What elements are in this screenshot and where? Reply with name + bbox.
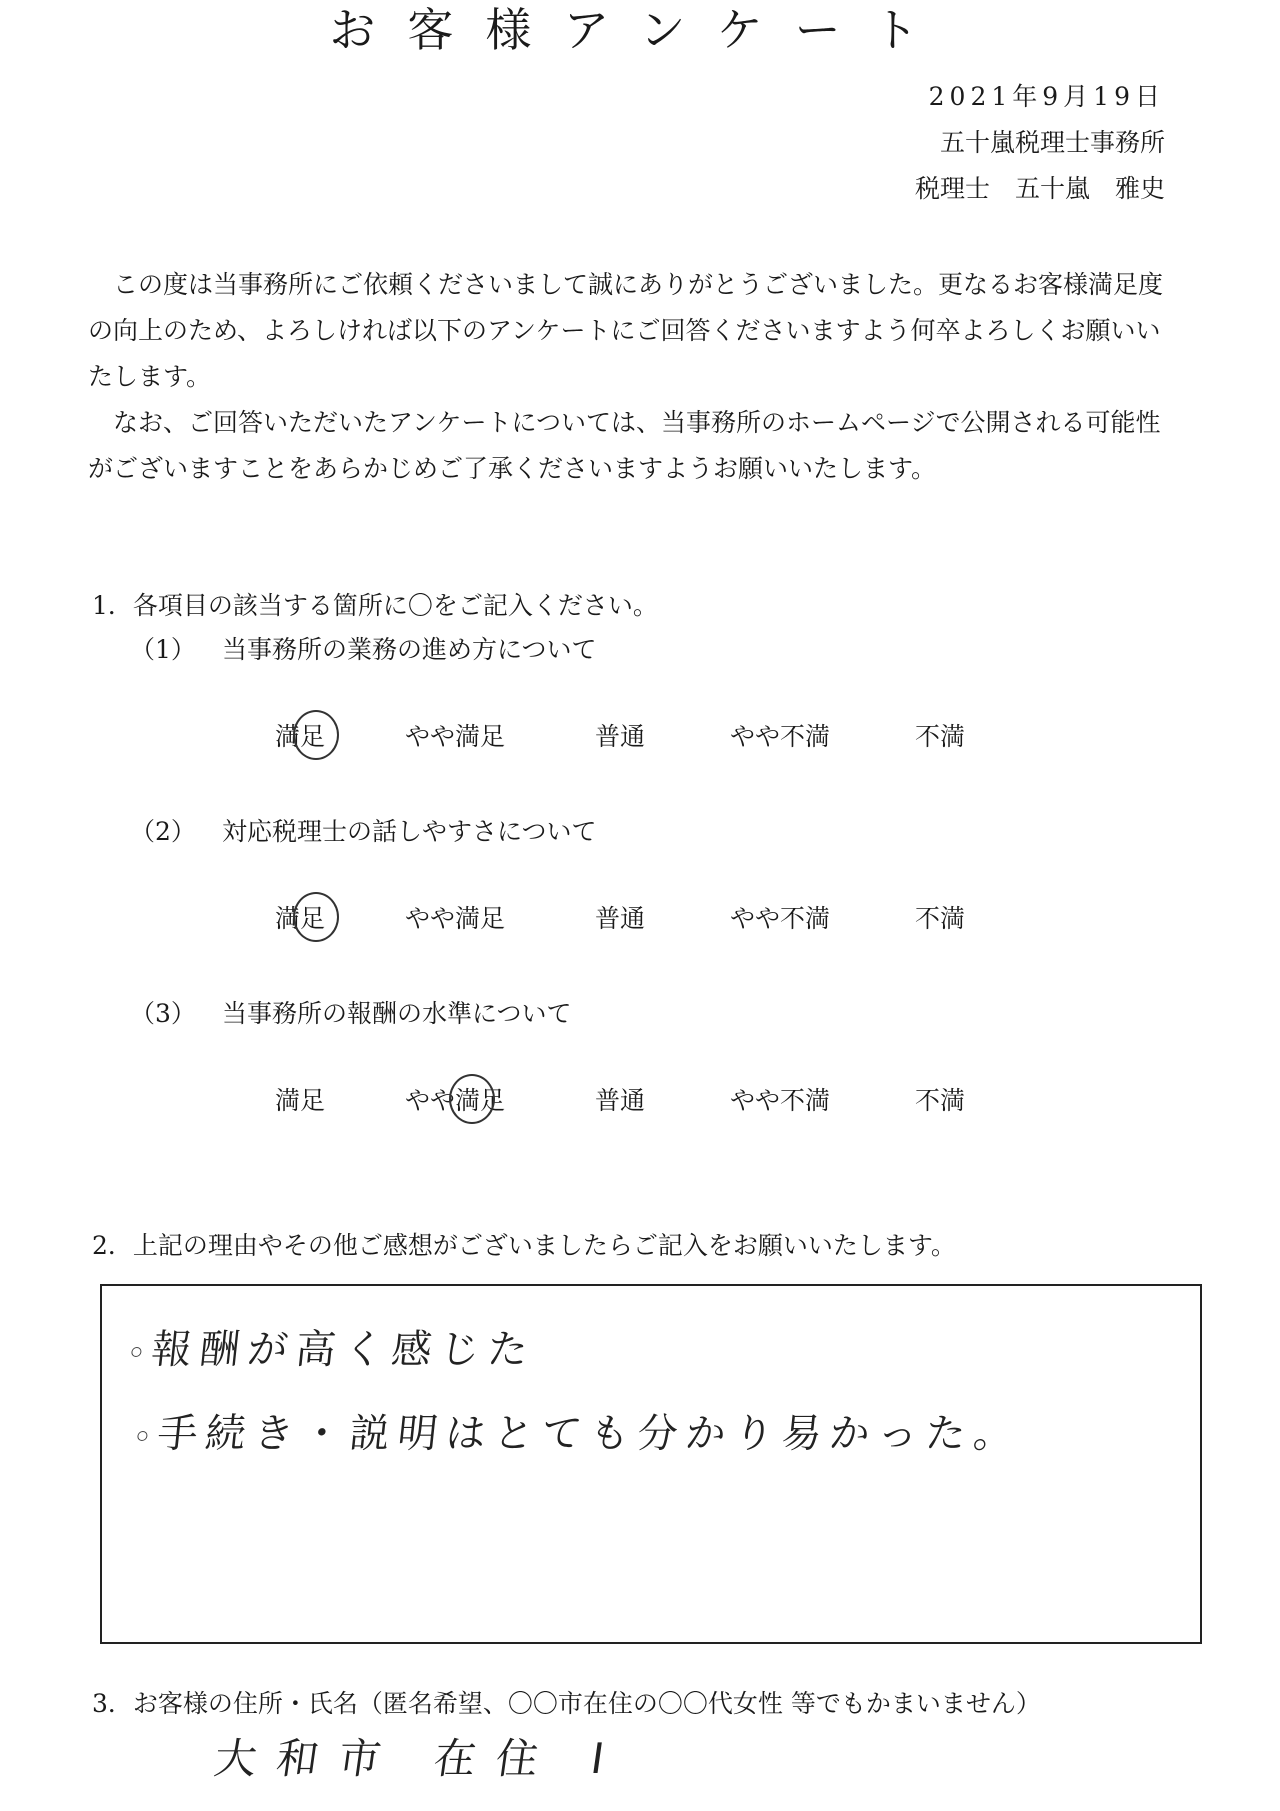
question-2-text: 対応税理士の話しやすさについて bbox=[222, 817, 597, 846]
circle-mark-icon bbox=[293, 710, 339, 760]
rating-option[interactable] bbox=[405, 720, 505, 754]
rating-option[interactable] bbox=[595, 720, 645, 754]
intro-text bbox=[88, 262, 1168, 492]
rating-option-label: やや不満 bbox=[730, 904, 831, 933]
signer-name: 税理士 五十嵐 雅史 bbox=[914, 174, 1165, 203]
question-3-rating bbox=[275, 1084, 995, 1124]
bullet-icon bbox=[137, 1431, 148, 1441]
rating-option-label: 普通 bbox=[595, 1086, 646, 1115]
rating-option-label: やや満足 bbox=[405, 722, 506, 751]
question-3 bbox=[130, 994, 572, 1030]
question-1-number: （1） bbox=[130, 635, 196, 664]
rating-option-label: 不満 bbox=[915, 904, 966, 933]
rating-option[interactable] bbox=[405, 902, 505, 936]
rating-option-label: 普通 bbox=[595, 722, 646, 751]
document-date: 2021年9月19日 bbox=[928, 82, 1165, 111]
rating-option[interactable] bbox=[275, 902, 325, 936]
question-1-text: 当事務所の業務の進め方について bbox=[222, 635, 597, 664]
rating-option-label: 満足 bbox=[275, 904, 326, 933]
question-2-rating bbox=[275, 902, 995, 942]
intro-paragraph-1: この度は当事務所にご依頼くださいまして誠にありがとうございました。更なるお客様満足度の向上のため、よろしければ以下のアンケートにご回答くださいますよう何卒よろしくお願いいたします。 bbox=[88, 270, 1164, 391]
rating-option[interactable] bbox=[730, 902, 830, 936]
comment-line-1 bbox=[129, 1318, 539, 1375]
rating-option[interactable] bbox=[275, 720, 325, 754]
circle-mark-icon bbox=[293, 892, 339, 942]
intro-paragraph-2: なお、ご回答いただいたアンケートについては、当事務所のホームページで公開される可能性がございますことをあらかじめご了承くださいますようお願いいたします。 bbox=[88, 408, 1161, 483]
comment-box[interactable] bbox=[100, 1284, 1202, 1644]
rating-option[interactable] bbox=[275, 1084, 325, 1118]
question-3-text: 当事務所の報酬の水準について bbox=[222, 999, 572, 1028]
circle-mark-icon bbox=[449, 1074, 495, 1124]
comment-line-2 bbox=[135, 1402, 1025, 1459]
rating-option[interactable] bbox=[915, 902, 965, 936]
rating-option[interactable] bbox=[730, 720, 830, 754]
rating-option-label: やや不満 bbox=[730, 1086, 831, 1115]
comment-line-1-text: 報酬が高く感じた bbox=[149, 1327, 539, 1373]
rating-option[interactable] bbox=[730, 1084, 830, 1118]
question-3-number: （3） bbox=[130, 999, 196, 1028]
page-title: お客様アンケート bbox=[329, 3, 951, 57]
question-2-number: （2） bbox=[130, 817, 196, 846]
rating-option-label: やや満足 bbox=[405, 904, 506, 933]
question-2 bbox=[130, 812, 597, 848]
rating-option[interactable] bbox=[595, 1084, 645, 1118]
customer-address-answer: 大和市 在住 I bbox=[211, 1734, 628, 1783]
rating-option[interactable] bbox=[915, 1084, 965, 1118]
comment-line-2-text: 手続き・説明はとても分かり易かった。 bbox=[155, 1411, 1025, 1457]
section-1-heading: 1．各項目の該当する箇所に〇をご記入ください。 bbox=[92, 591, 658, 620]
rating-option-label: やや満足 bbox=[405, 1086, 506, 1115]
rating-option-label: 普通 bbox=[595, 904, 646, 933]
rating-option-label: 満足 bbox=[275, 1086, 326, 1115]
office-name: 五十嵐税理士事務所 bbox=[939, 128, 1165, 157]
bullet-icon bbox=[131, 1347, 142, 1357]
rating-option[interactable] bbox=[405, 1084, 505, 1118]
section-3-heading: 3．お客様の住所・氏名（匿名希望、〇〇市在住の〇〇代女性 等でもかまいません） bbox=[92, 1689, 1041, 1718]
rating-option-label: 不満 bbox=[915, 722, 966, 751]
rating-option[interactable] bbox=[595, 902, 645, 936]
rating-option[interactable] bbox=[915, 720, 965, 754]
rating-option-label: 満足 bbox=[275, 722, 326, 751]
rating-option-label: やや不満 bbox=[730, 722, 831, 751]
rating-option-label: 不満 bbox=[915, 1086, 966, 1115]
question-1 bbox=[130, 630, 597, 666]
question-1-rating bbox=[275, 720, 995, 760]
section-2-heading: 2．上記の理由やその他ご感想がございましたらご記入をお願いいたします。 bbox=[92, 1231, 956, 1260]
